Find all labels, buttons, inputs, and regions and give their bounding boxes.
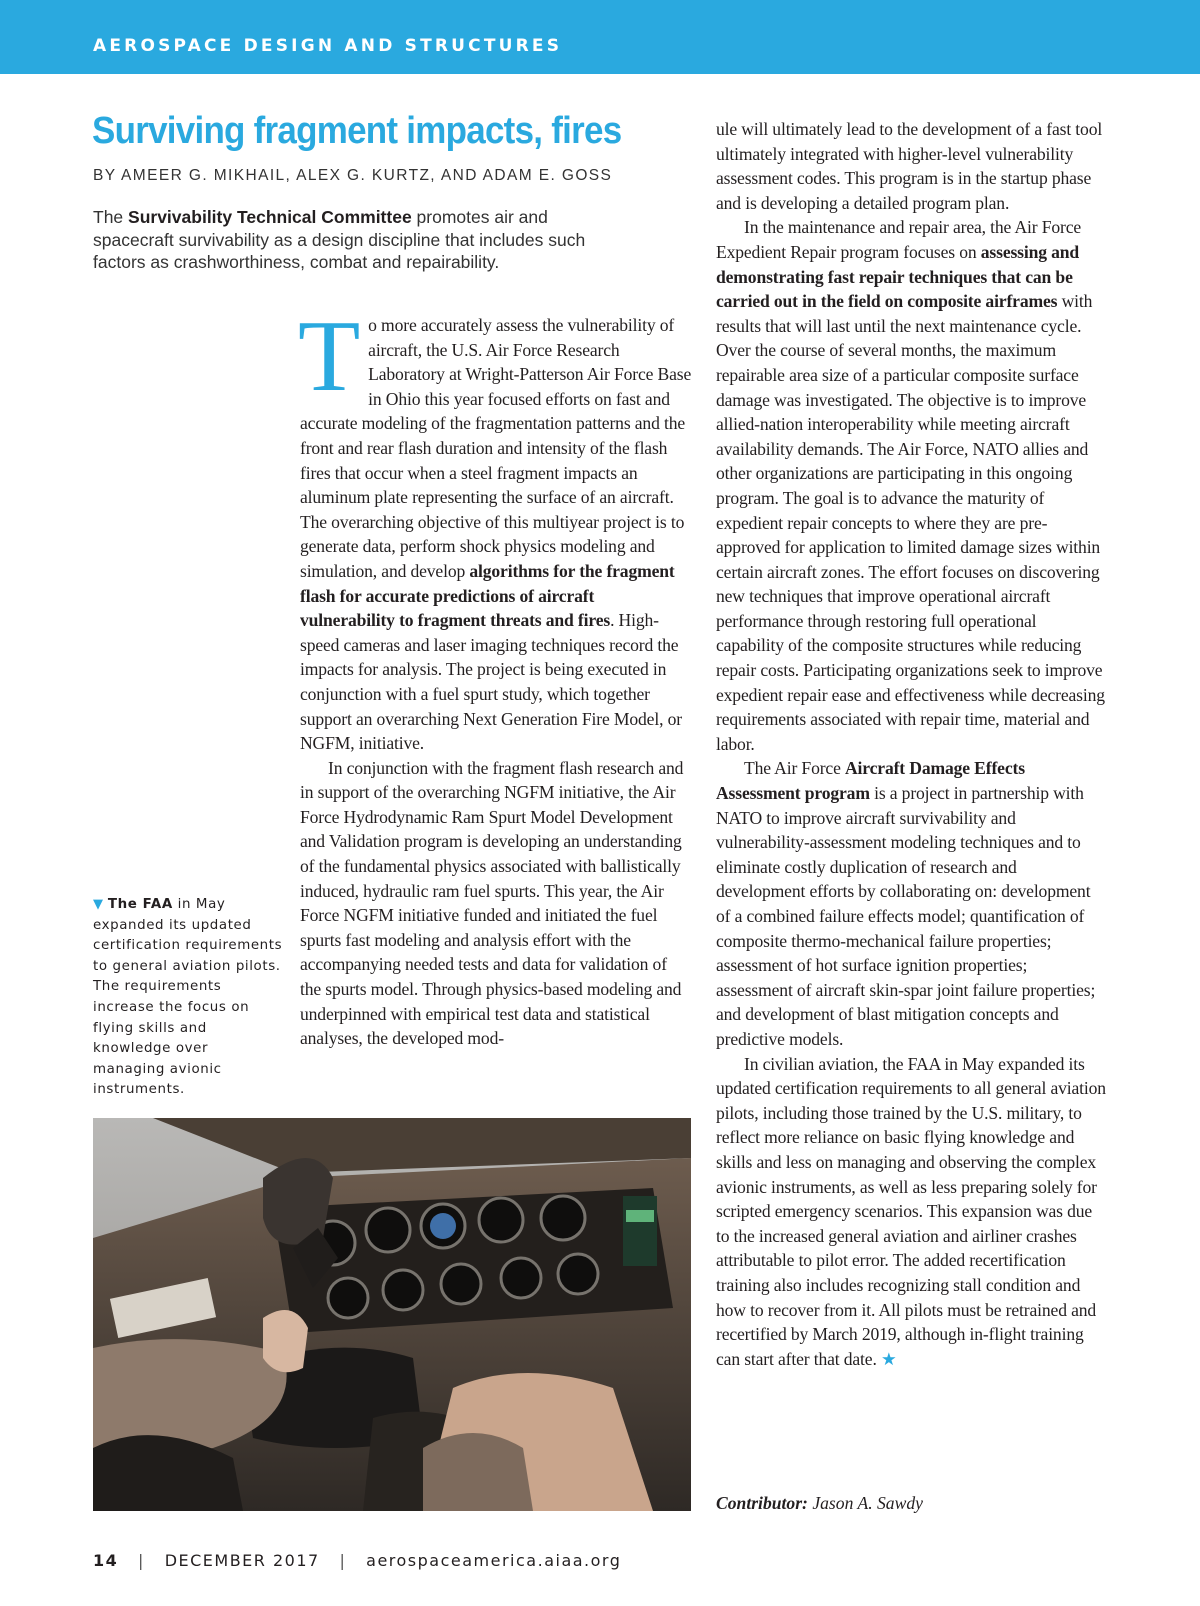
end-star-icon: ★ bbox=[880, 1348, 897, 1369]
article-title: Surviving fragment impacts, fires bbox=[92, 110, 622, 152]
intro-post: promotes air and spacecraft survivability as a design discipline that includes such factors as crashworthiness, combat and repairability. bbox=[93, 207, 586, 272]
p4-text-b: is a project in partnership with NATO to improve aircraft survivability and vulnerability-assessment modeling techniques and to eliminate costly duplication of research and development efforts by collaborating on: development of a combined failure effects model; quantification of composite thermo-mechanical failure properties; assessment of hot surface ignition properties; assessment of aircraft skin-spar joint failure properties; and development of blast mitigation concepts and predictive models. bbox=[716, 783, 1096, 1049]
page-footer bbox=[93, 1551, 621, 1570]
caption-triangle-icon: ▼ bbox=[93, 897, 103, 912]
p3-bold: assessing and demonstrating fast repair techniques that can be carried out in the field on composite airframes bbox=[716, 241, 1080, 312]
photo-caption bbox=[93, 895, 283, 1101]
footer-separator: | bbox=[138, 1551, 145, 1570]
middle-column bbox=[298, 300, 692, 1051]
section-label: AEROSPACE DESIGN AND STRUCTURES bbox=[93, 36, 563, 56]
byline: BY AMEER G. MIKHAIL, ALEX G. KURTZ, AND ADAM E. GOSS bbox=[93, 167, 613, 184]
p3-text-a: In the maintenance and repair area, the Air Force Expedient Repair program focuses on bbox=[716, 217, 1082, 262]
paragraph-5 bbox=[716, 1052, 1108, 1372]
footer-separator: | bbox=[339, 1551, 347, 1570]
p3-text-b: with results that will last until the next maintenance cycle. Over the course of several months, the maximum repairable area size of a particular composite surface damage was investigated. The objective is to improve allied-nation interoperability while meeting aircraft availability demands. The Air Force, NATO allies and other organizations are participating in this ongoing program. The goal is to advance the maturity of expedient repair concepts to where they are pre-approved for application to limited damage sizes within certain aircraft zones. The effort focuses on discovering new techniques that improve operational aircraft performance through restoring full operational capability of the composite structures while reducing repair costs. Participating organizations seek to improve expedient repair ease and effectiveness while decreasing requirements associated with repair time, material and labor. bbox=[716, 291, 1105, 754]
p1-text-b: . High-speed cameras and laser imaging techniques record the impacts for analysis. The project is being executed in conjunction with a fuel spurt study, which together support an overarching Next Generation Fire Model, or NGFM, initiative. bbox=[300, 610, 682, 754]
committee-name: Survivability Technical Committee bbox=[128, 207, 412, 227]
intro-pre: The bbox=[93, 207, 129, 227]
paragraph-1 bbox=[298, 300, 692, 756]
contributor-line bbox=[716, 1493, 923, 1514]
p4-bold: Aircraft Damage Effects Assessment program bbox=[716, 758, 1025, 804]
p1-bold: algorithms for the fragment flash for accurate predictions of aircraft vulnerability to fragment threats and fires bbox=[300, 560, 675, 631]
right-column bbox=[716, 117, 1108, 1371]
drop-cap: T bbox=[298, 300, 361, 413]
p1-text-a: o more accurately assess the vulnerability of aircraft, the U.S. Air Force Research Laboratory at Wright-Patterson Air Force Base in Ohio this year focused efforts on fast and accurate modeling of the fragmentation patterns and the front and rear flash duration and intensity of the flash fires that occur when a steel fragment impacts an aluminum plate representing the surface of an aircraft. The overarching objective of this multiyear project is to generate data, perform shock physics modeling and simulation, and develop bbox=[300, 315, 692, 581]
issue-date: DECEMBER 2017 bbox=[164, 1551, 320, 1570]
intro-paragraph bbox=[93, 206, 613, 274]
website-link[interactable]: aerospaceamerica.aiaa.org bbox=[366, 1551, 622, 1570]
cockpit-photo bbox=[93, 1118, 691, 1511]
p4-text-a: The Air Force bbox=[744, 758, 845, 779]
contributor-label: Contributor: bbox=[716, 1493, 808, 1513]
page-number: 14 bbox=[93, 1551, 119, 1570]
caption-bold: The FAA bbox=[107, 897, 173, 912]
paragraph-2: In conjunction with the fragment flash research and in support of the overarching NGFM initiative, the Air Force Hydrodynamic Ram Spurt Model Development and Validation program is developing an understanding of the fundamental physics associated with ballistically induced, hydraulic ram fuel spurts. This year, the Air Force NGFM initiative funded and initiated the fuel spurts fast modeling and analysis effort with the accompanying needed tests and data for validation of the spurts model. Through physics-based modeling and underpinned with empirical test data and statistical analyses, the developed mod- bbox=[300, 757, 684, 1049]
p5-text: In civilian aviation, the FAA in May expanded its updated certification requirements to all general aviation pilots, including those trained by the U.S. military, to reflect more reliance on basic flying knowledge and skills and less on managing and observing the complex avionic instruments, as well as less preparing solely for scripted emergency scenarios. This expansion was due to the increased general aviation and airliner crashes attributable to pilot error. The added recertification training also includes recognizing stall condition and how to recover from it. All pilots must be retrained and recertified by March 2019, although in-flight training can start after that date. bbox=[716, 1053, 1106, 1369]
caption-text: in May expanded its updated certification requirements to general aviation pilots. The requirements increase the focus on flying skills and knowledge over managing avionic instruments. bbox=[93, 897, 283, 1098]
paragraph-4 bbox=[716, 756, 1108, 1051]
paragraph-2-continued: ule will ultimately lead to the development of a fast tool ultimately integrated with higher-level vulnerability assessment codes. This program is in the startup phase and is developing a detailed program plan. bbox=[716, 119, 1103, 213]
paragraph-3 bbox=[716, 215, 1108, 756]
contributor-name: Jason A. Sawdy bbox=[812, 1493, 923, 1513]
cockpit-illustration bbox=[93, 1118, 691, 1511]
